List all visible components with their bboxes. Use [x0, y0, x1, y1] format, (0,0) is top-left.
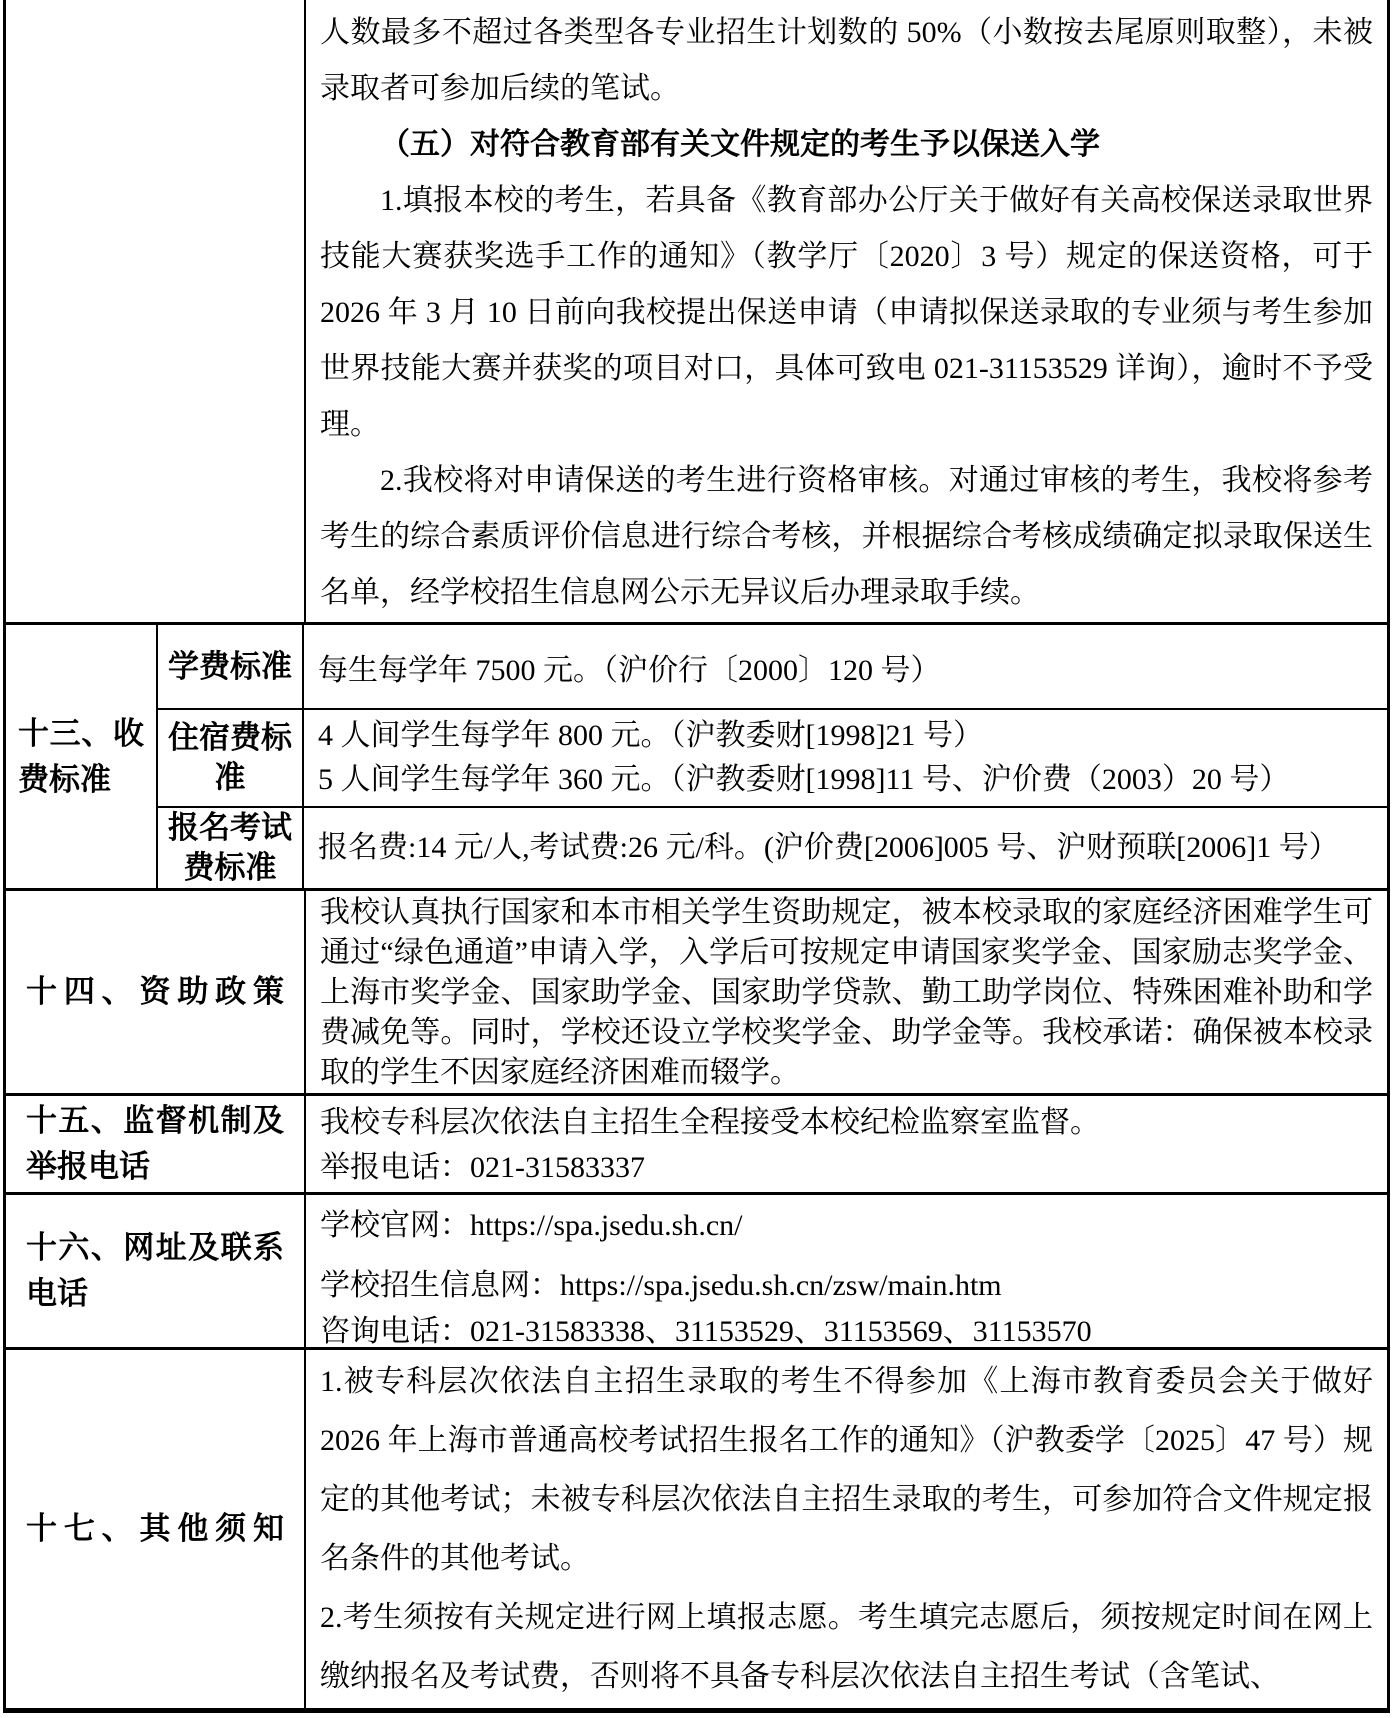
continuation-content-cell: [306, 0, 1387, 622]
contact-row: [6, 1195, 1387, 1350]
section-5-heading: （五）对符合教育部有关文件规定的考生予以保送入学: [380, 128, 1100, 161]
tuition-subrow: [158, 625, 1387, 710]
notes-paragraph-1: 1.被专科层次依法自主招生录取的考生不得参加《上海市教育委员会关于做好 2026 年上海市普通高校考试招生报名工作的通知》（沪教委学〔2025〕47 号）规定的其他考试；未被专科层次依法自主招生录取的考生，可参加符合文件规定报名条件的其他考试。: [320, 1365, 1373, 1575]
supervision-statement: 我校专科层次依法自主招生全程接受本校纪检监察室监督。: [320, 1106, 1100, 1139]
notes-paragraph-2: 2.考生须按有关规定进行网上填报志愿。考生填完志愿后，须按规定时间在网上缴纳报名及考试费，否则将不具备专科层次依法自主招生考试（含笔试、: [320, 1601, 1373, 1693]
aid-row: [6, 891, 1387, 1096]
contact-row-header: 十六、网址及联系电话: [6, 1195, 306, 1347]
notes-row: [6, 1350, 1387, 1708]
report-phone: 举报电话：021-31583337: [320, 1151, 645, 1184]
notes-row-header: 十七、其他须知: [6, 1350, 306, 1708]
admissions-table: [3, 0, 1390, 1713]
exam-fee-subrow: [158, 808, 1387, 888]
exam-fee-label: 报名考试费标准: [158, 808, 304, 888]
accommodation-line-1: 4 人间学生每学年 800 元。（沪教委财[1998]21 号）: [318, 719, 983, 752]
paragraph-baosong-2: 2.我校将对申请保送的考生进行资格审核。对通过审核的考生，我校将参考考生的综合素质评价信息进行综合考核，并根据综合考核成绩确定拟录取保送生名单，经学校招生信息网公示无异议后办理录取手续。: [320, 464, 1373, 609]
fees-subtable: [158, 625, 1387, 888]
continuation-header-cell: [6, 0, 306, 622]
tuition-value-cell: [304, 625, 1387, 708]
tuition-label: 学费标准: [158, 625, 304, 708]
admissions-website: 学校招生信息网：https://spa.jsedu.sh.cn/zsw/main.htm: [320, 1269, 1002, 1302]
accommodation-subrow: [158, 710, 1387, 808]
accommodation-line-2: 5 人间学生每学年 360 元。（沪教委财[1998]11 号、沪价费（2003）20 号）: [318, 763, 1290, 796]
fees-row: [6, 625, 1387, 891]
fees-row-header: 十三、收费标准: [6, 625, 158, 888]
accommodation-label: 住宿费标准: [158, 710, 304, 806]
accommodation-value-cell: [304, 710, 1387, 806]
supervision-content-cell: [306, 1096, 1387, 1192]
aid-row-header: 十四、资助政策: [6, 891, 306, 1093]
exam-fee-value-cell: [304, 808, 1387, 888]
exam-fee-value: 报名费:14 元/人,考试费:26 元/科。(沪价费[2006]005 号、沪财预联[2006]1 号）: [318, 831, 1339, 864]
paragraph-quota-rule: 人数最多不超过各类型各专业招生计划数的 50%（小数按去尾原则取整），未被录取者可参加后续的笔试。: [320, 16, 1373, 105]
notes-content-cell: [306, 1350, 1387, 1708]
contact-content-cell: [306, 1195, 1387, 1347]
tuition-value: 每生每学年 7500 元。（沪价行〔2000〕120 号）: [318, 653, 941, 687]
supervision-row-header: 十五、监督机制及举报电话: [6, 1096, 306, 1192]
official-website: 学校官网：https://spa.jsedu.sh.cn/: [320, 1209, 743, 1242]
inquiry-phones: 咨询电话：021-31583338、31153529、31153569、31153570: [320, 1315, 1092, 1347]
supervision-row: [6, 1096, 1387, 1195]
aid-text: 我校认真执行国家和本市相关学生资助规定，被本校录取的家庭经济困难学生可通过“绿色通道”申请入学，入学后可按规定申请国家奖学金、国家励志奖学金、上海市奖学金、国家助学金、国家助学贷款、勤工助学岗位、特殊困难补助和学费减免等。同时，学校还设立学校奖学金、助学金等。我校承诺：确保被本校录取的学生不因家庭经济困难而辍学。: [320, 896, 1373, 1089]
continuation-row: [6, 0, 1387, 625]
paragraph-baosong-1: 1.填报本校的考生，若具备《教育部办公厅关于做好有关高校保送录取世界技能大赛获奖选手工作的通知》（教学厅〔2020〕3 号）规定的保送资格，可于 2026 年 3 月 10 日前向我校提出保送申请（申请拟保送录取的专业须与考生参加世界技能大赛并获奖的项目对口，具体可致电 021-31153529 详询），逾时不予受理。: [320, 184, 1373, 441]
